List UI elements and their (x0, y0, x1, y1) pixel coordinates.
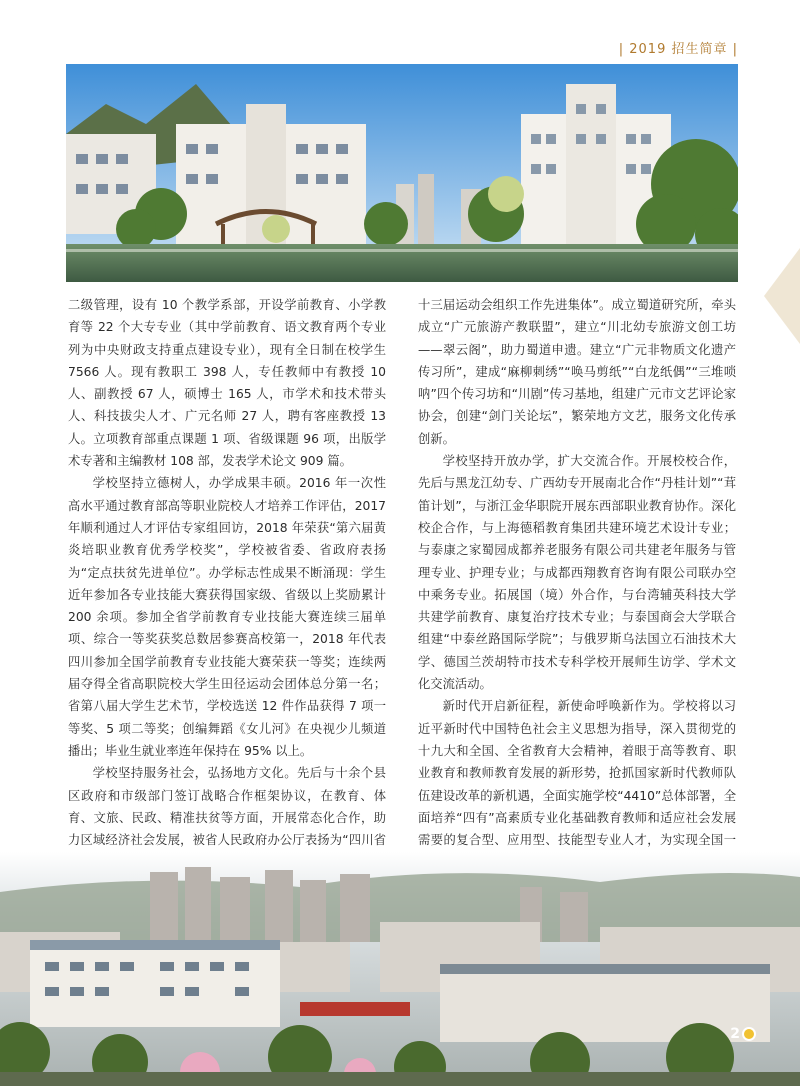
paragraph: 学校坚持开放办学，扩大交流合作。开展校校合作，先后与黑龙江幼专、广西幼专开展南北合作“丹桂计划”“茸笛计划”，与浙江金华职院开展东西部职业教育协作。深化校企合作，与上海德稻教育集团共建环境艺术设计专业；与泰康之家蜀园成都养老服务有限公司共建老年服务与管理专业、护理专业；与成都西翔教育咨询有限公司联办空中乘务专业。拓展国（境）外合作，与台湾辅英科技大学共建学前教育、康复治疗技术专业；与泰国商会大学联合组建“中泰丝路国际学院”；与俄罗斯乌法国立石油技术大学、德国兰茨胡特市技术专科学校开展师生访学、学术文化交流活动。 (418, 454, 736, 692)
page-tab-decoration (764, 248, 800, 344)
text-column-left (68, 294, 386, 874)
paragraph: 十三届运动会组织工作先进集体”。成立蜀道研究所，牵头成立“广元旅游产教联盟”，建立“川北幼专旅游文创工坊——翠云阁”，助力蜀道申遗。建立“广元非物质文化遗产传习所”，建成“麻柳刺绣”“唤马剪纸”“白龙纸偶”“三堆唢呐”四个传习坊和“川剧”传习基地，组建广元市文艺评论家协会，创建“剑门关论坛”，繁荣地方文艺，服务文化传承创新。 (418, 298, 736, 446)
text-column-right (418, 294, 736, 874)
paragraph: 新时代开启新征程，新使命呼唤新作为。学校将以习近平新时代中国特色社会主义思想为指导，深入贯彻党的十九大和全国、全省教育大会精神，着眼于高等教育、职业教育和教师教育发展的新形势，抢抓国家新时代教师队伍建设改革的新机遇，全面实施学校“4410”总体部署，全面培养“四有”高素质专业化基础教育教师和适应社会发展需要的复合型、应用型、技能型专业人才，为实现全国一 (418, 699, 736, 848)
page-number (730, 1026, 756, 1042)
campus-photo-top (66, 64, 738, 282)
paragraph: 学校坚持立德树人，办学成果丰硕。2016 年一次性高水平通过教育部高等职业院校人才培养工作评估，2017 年顺利通过人才评估专家组回访，2018 年荣获“第六届黄炎培职业教育优秀学校奖”，学校被省委、省政府表扬为“定点扶贫先进单位”。办学标志性成果不断涌现：学生近年参加各专业技能大赛获得国家级、省级以上奖励累计 200 余项。参加全省学前教育专业技能大赛连续三届单项、综合一等奖获奖总数居参赛高校第一，2018 年代表四川参加全国学前教育专业技能大赛荣获一等奖；连续两届夺得全省高职院校大学生田径运动会团体总分第一名；省第八届大学生艺术节，学校选送 12 件作品获得 7 项一等奖、5 项二等奖；创编舞蹈《女儿河》在央视少儿频道播出；毕业生就业率连年保持在 95% 以上。 (68, 476, 386, 758)
paragraph: 二级管理，设有 10 个教学系部，开设学前教育、小学教育等 22 个大专专业（其中学前教育、语文教育两个专业列为中央财政支持重点建设专业），现有全日制在校学生 7566 人。现有教职工 398 人，专任教师中有教授 10 人、副教授 67 人，硕博士 165 人，市学术和技术带头人、科技拔尖人才、广元名师 27 人，聘有客座教授 13 人。立项教育部重点课题 1 项、省级课题 96 项，出版学术专著和主编教材 108 部，发表学术论文 909 篇。 (68, 298, 386, 469)
brochure-header-tag: | 2019 招生简章 | (618, 42, 738, 57)
campus-aerial-photo (0, 852, 800, 1086)
paragraph: 学校坚持服务社会，弘扬地方文化。先后与十余个县区政府和市级部门签订战略合作框架协议，在教育、体育、文旅、民政、精准扶贫等方面，开展常态化合作，助力区域经济社会发展，被省人民政府办公厅表扬为“四川省 (68, 766, 386, 848)
page-number-text: 2 (730, 1026, 740, 1042)
swirl-icon (742, 1027, 756, 1041)
